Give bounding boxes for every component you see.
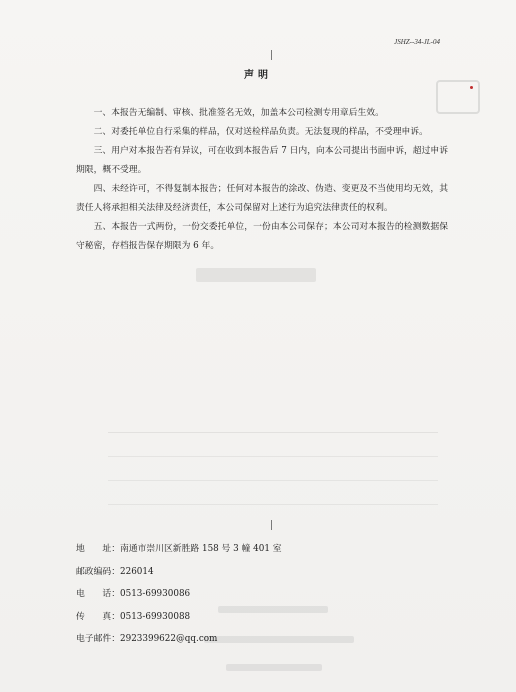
phone-row [76, 583, 456, 606]
email-value: 2923399622@qq.com [120, 634, 218, 644]
bleed-through-line [226, 664, 322, 671]
phone-value: 0513-69930086 [120, 589, 191, 599]
phone-label: 电 话： [76, 589, 120, 599]
postcode-value: 226014 [120, 566, 154, 577]
email-label: 电子邮件： [76, 634, 120, 644]
postcode-row [76, 561, 456, 584]
clause-2: 二、对委托单位自行采集的样品，仅对送检样品负责。无法复现的样品，不受理申诉。 [93, 127, 428, 137]
clause-1: 一、本报告无编制、审核、批准签名无效，加盖本公司检测专用章后生效。 [93, 108, 384, 118]
clause-5: 五、本报告一式两份，一份交委托单位，一份由本公司保存；本公司对本报告的检测数据保守秘密，存档报告保存期限为 6 年。 [76, 222, 448, 251]
clause-4: 四、未经许可，不得复制本报告；任何对本报告的涂改、伪造、变更及不当使用均无效，其责任人将承担相关法律及经济责任，本公司保留对上述行为追究法律责任的权利。 [76, 184, 448, 213]
fax-label: 传 真： [76, 611, 120, 622]
document-code: JSHZ--34-JL-04 [394, 38, 440, 46]
clause-3: 三、用户对本报告若有异议，可在收到本报告后 7 日内，向本公司提出书面申诉，超过申诉期限，概不受理。 [76, 146, 448, 175]
contact-info [76, 538, 456, 651]
statement-title: 声明 [244, 70, 272, 81]
address-value: 南通市崇川区新胜路 158 号 3 幢 401 室 [120, 544, 282, 554]
binding-mark-top [271, 50, 272, 60]
address-row [76, 538, 456, 561]
fax-value: 0513-69930088 [120, 611, 191, 622]
bleed-through-heading [196, 268, 316, 282]
binding-mark-bottom [271, 520, 272, 530]
statement-body [76, 104, 448, 256]
address-label: 地 址： [76, 544, 120, 554]
fax-row [76, 606, 456, 629]
bleed-through-table [108, 432, 438, 505]
red-mark [470, 86, 473, 89]
email-row [76, 628, 456, 651]
postcode-label: 邮政编码： [76, 566, 120, 577]
